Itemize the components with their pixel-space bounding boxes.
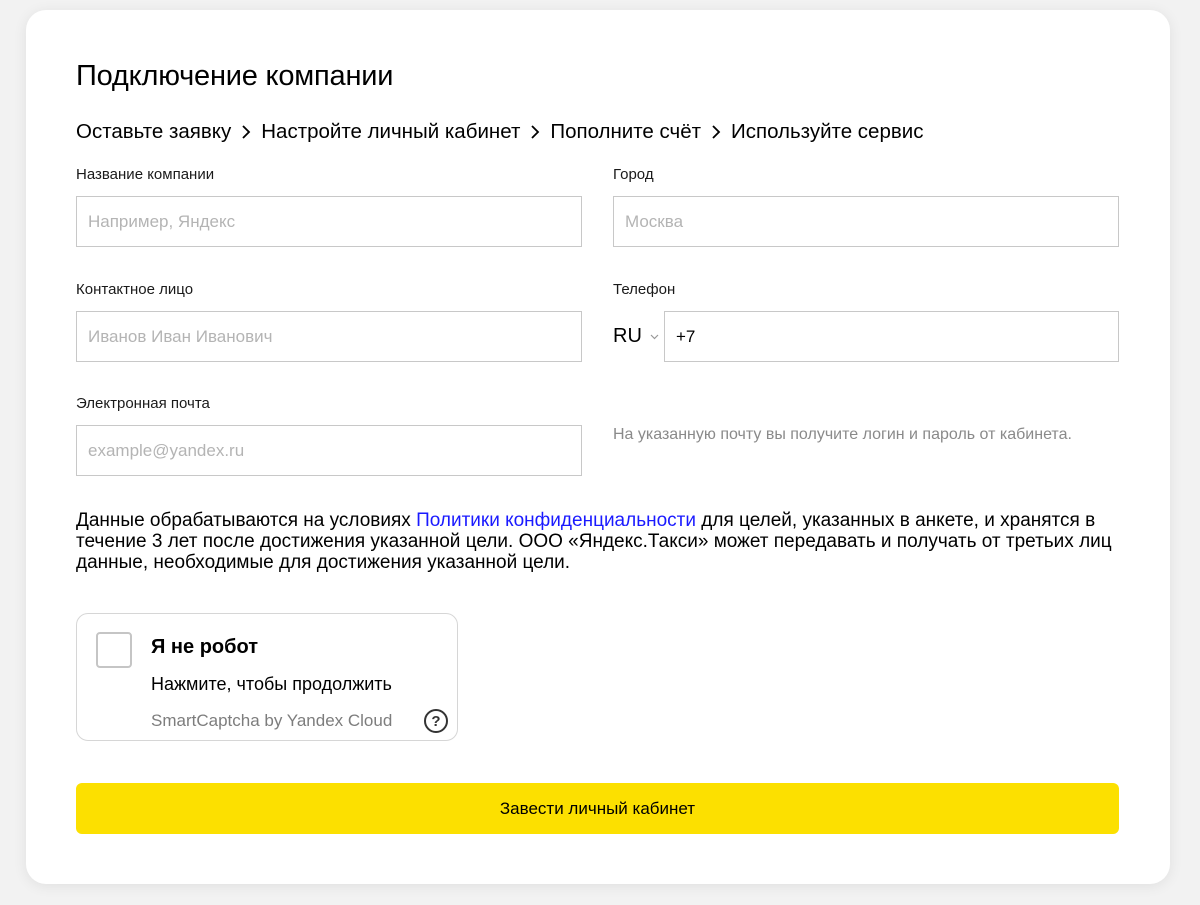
captcha-checkbox[interactable] bbox=[96, 632, 132, 668]
company-label: Название компании bbox=[76, 166, 215, 183]
captcha-subtitle: Нажмите, чтобы продолжить bbox=[151, 674, 392, 694]
city-label: Город bbox=[613, 166, 654, 183]
policy-text-before: Данные обрабатываются на условиях bbox=[76, 510, 417, 531]
help-icon[interactable]: ? bbox=[424, 709, 448, 733]
privacy-notice bbox=[76, 510, 1126, 573]
step-4: Используйте сервис bbox=[731, 120, 924, 143]
city-input[interactable] bbox=[613, 196, 1119, 247]
country-select[interactable] bbox=[613, 311, 659, 362]
chevron-down-icon bbox=[650, 334, 659, 340]
country-code: RU bbox=[613, 325, 642, 347]
contact-label: Контактное лицо bbox=[76, 281, 194, 298]
step-3: Пополните счёт bbox=[550, 120, 701, 143]
captcha-title: Я не робот bbox=[151, 636, 258, 658]
email-label: Электронная почта bbox=[76, 395, 210, 412]
chevron-right-icon bbox=[701, 124, 731, 140]
contact-input[interactable] bbox=[76, 311, 582, 362]
email-input[interactable] bbox=[76, 425, 582, 476]
captcha-widget[interactable] bbox=[76, 613, 458, 741]
page-title: Подключение компании bbox=[76, 60, 394, 92]
email-hint: На указанную почту вы получите логин и пароль от кабинета. bbox=[613, 426, 1072, 443]
step-1: Оставьте заявку bbox=[76, 120, 232, 143]
submit-button[interactable]: Завести личный кабинет bbox=[76, 783, 1119, 834]
company-input[interactable] bbox=[76, 196, 582, 247]
chevron-right-icon bbox=[231, 124, 261, 140]
step-2: Настройте личный кабинет bbox=[261, 120, 521, 143]
signup-card bbox=[26, 10, 1170, 884]
steps-breadcrumb bbox=[76, 120, 923, 144]
chevron-right-icon bbox=[520, 124, 550, 140]
privacy-policy-link[interactable]: Политики конфиденциальности bbox=[416, 510, 696, 531]
captcha-brand: SmartCaptcha by Yandex Cloud bbox=[151, 711, 393, 730]
policy-text-after: для целей, указанных в анкете, и хранятся в течение 3 лет после достижения указанной цели. ООО «Яндекс.Такси» может передавать и получать от третьих лиц данные, необходимые для достижения указанной цели. bbox=[76, 510, 1112, 573]
phone-input[interactable] bbox=[664, 311, 1119, 362]
phone-label: Телефон bbox=[613, 281, 676, 298]
